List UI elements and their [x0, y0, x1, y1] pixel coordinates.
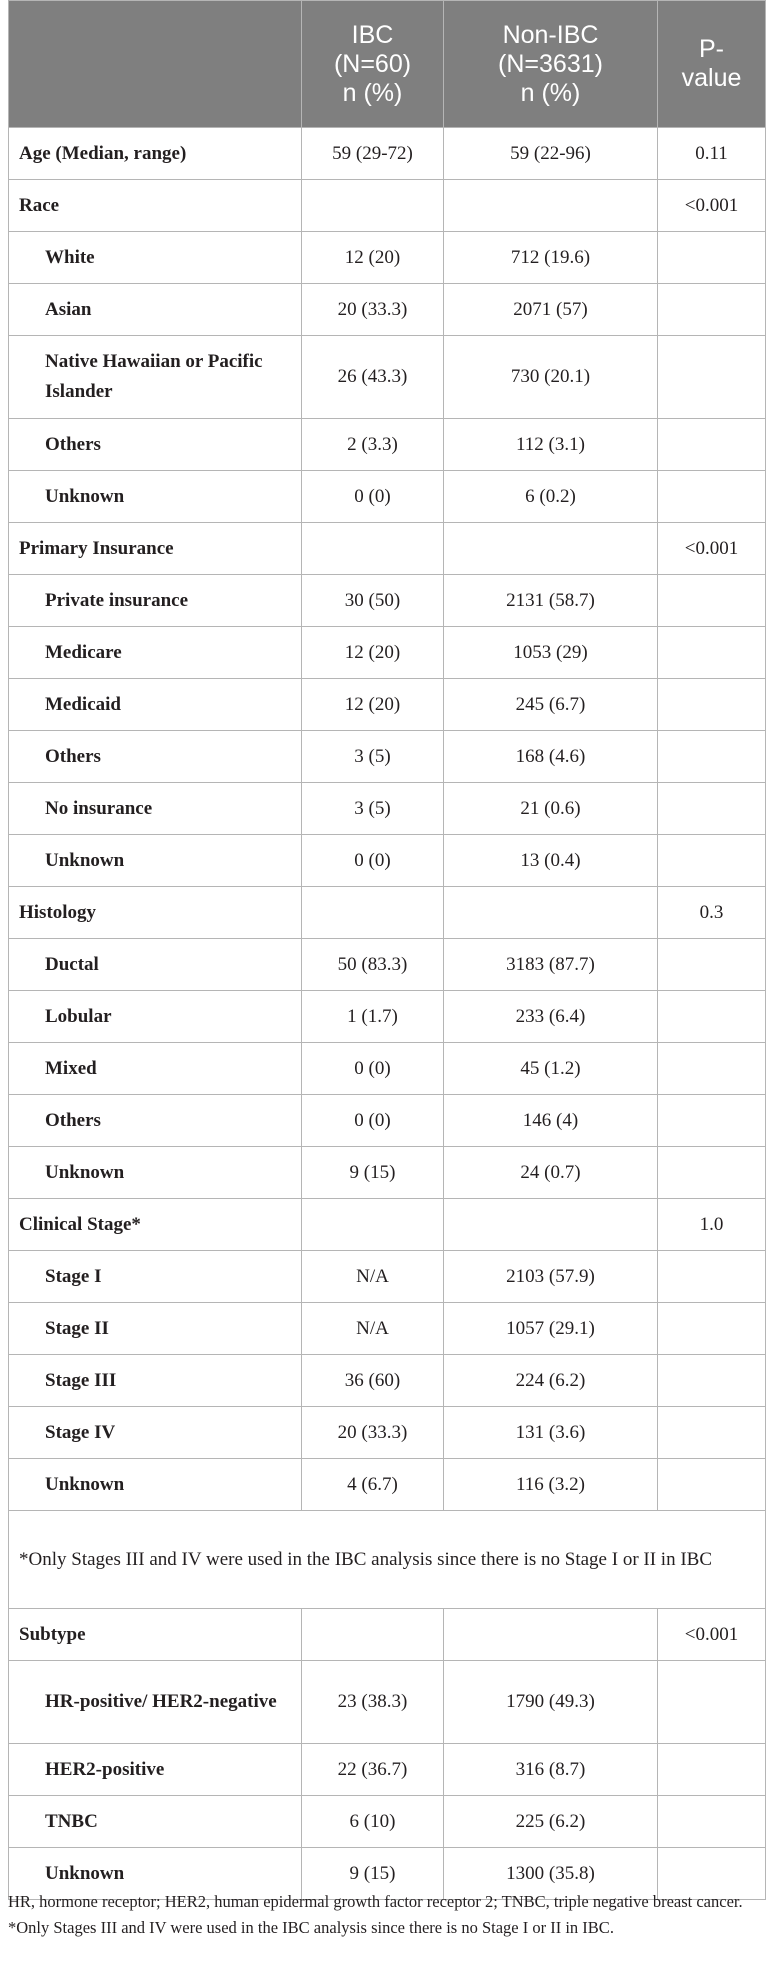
ibc-value-cell: 9 (15): [302, 1147, 444, 1199]
table-row: [9, 835, 766, 887]
header-row: [9, 1, 766, 128]
row-label-cell: Unknown: [9, 1147, 302, 1199]
ibc-value-cell: 4 (6.7): [302, 1459, 444, 1511]
p-value-cell: [658, 575, 766, 627]
characteristics-table-container: [8, 0, 765, 1900]
row-label-cell: Subtype: [9, 1609, 302, 1661]
ibc-value-cell: 0 (0): [302, 835, 444, 887]
table-row: [9, 991, 766, 1043]
non-ibc-value-cell: 2071 (57): [444, 284, 658, 336]
table-row: [9, 471, 766, 523]
row-label-cell: Native Hawaiian or Pacific Islander: [9, 336, 302, 419]
p-value-cell: 0.11: [658, 128, 766, 180]
header-ibc: [302, 1, 444, 128]
row-label-cell: Others: [9, 1095, 302, 1147]
non-ibc-value-cell: 1053 (29): [444, 627, 658, 679]
p-value-cell: [658, 336, 766, 419]
non-ibc-value-cell: 2103 (57.9): [444, 1251, 658, 1303]
non-ibc-value-cell: 116 (3.2): [444, 1459, 658, 1511]
p-value-cell: [658, 1095, 766, 1147]
table-row: [9, 679, 766, 731]
table-row: [9, 939, 766, 991]
header-ibc-line-2: (N=60): [333, 49, 412, 78]
ibc-value-cell: 20 (33.3): [302, 1407, 444, 1459]
ibc-value-cell: 23 (38.3): [302, 1661, 444, 1744]
table-row: [9, 128, 766, 180]
non-ibc-value-cell: 233 (6.4): [444, 991, 658, 1043]
table-row: [9, 627, 766, 679]
p-value-cell: [658, 783, 766, 835]
ibc-value-cell: 6 (10): [302, 1796, 444, 1848]
p-value-cell: [658, 419, 766, 471]
header-p-value-line-1: P-: [699, 35, 724, 63]
row-label-cell: TNBC: [9, 1796, 302, 1848]
header-non-ibc-line-1: Non-IBC: [502, 20, 599, 49]
row-label-cell: Lobular: [9, 991, 302, 1043]
header-characteristic: [9, 1, 302, 128]
table-row: [9, 1744, 766, 1796]
ibc-value-cell: 12 (20): [302, 232, 444, 284]
row-label-cell: Histology: [9, 887, 302, 939]
table-row: [9, 336, 766, 419]
row-label-cell: Stage I: [9, 1251, 302, 1303]
non-ibc-value-cell: [444, 523, 658, 575]
table-row: [9, 523, 766, 575]
row-label-cell: Age (Median, range): [9, 128, 302, 180]
row-label-cell: White: [9, 232, 302, 284]
non-ibc-value-cell: 224 (6.2): [444, 1355, 658, 1407]
table-row: [9, 419, 766, 471]
ibc-value-cell: 22 (36.7): [302, 1744, 444, 1796]
p-value-cell: [658, 1303, 766, 1355]
table-footnotes: [8, 1889, 765, 1941]
p-value-cell: [658, 991, 766, 1043]
p-value-cell: <0.001: [658, 523, 766, 575]
row-label-cell: Ductal: [9, 939, 302, 991]
non-ibc-value-cell: [444, 1609, 658, 1661]
table-body: [9, 128, 766, 1900]
non-ibc-value-cell: 3183 (87.7): [444, 939, 658, 991]
ibc-value-cell: N/A: [302, 1303, 444, 1355]
row-label-cell: Unknown: [9, 1459, 302, 1511]
row-label-cell: Primary Insurance: [9, 523, 302, 575]
ibc-value-cell: 50 (83.3): [302, 939, 444, 991]
p-value-cell: [658, 679, 766, 731]
ibc-value-cell: [302, 1199, 444, 1251]
non-ibc-value-cell: 59 (22-96): [444, 128, 658, 180]
ibc-value-cell: [302, 180, 444, 232]
p-value-cell: <0.001: [658, 180, 766, 232]
p-value-cell: [658, 1459, 766, 1511]
table-row: [9, 887, 766, 939]
p-value-cell: [658, 939, 766, 991]
ibc-value-cell: 30 (50): [302, 575, 444, 627]
non-ibc-value-cell: 6 (0.2): [444, 471, 658, 523]
ibc-value-cell: 12 (20): [302, 679, 444, 731]
table-row: [9, 232, 766, 284]
table-row: [9, 783, 766, 835]
row-label-cell: Unknown: [9, 835, 302, 887]
p-value-cell: [658, 232, 766, 284]
ibc-value-cell: N/A: [302, 1251, 444, 1303]
ibc-value-cell: [302, 523, 444, 575]
footnote-stage-note: *Only Stages III and IV were used in the IBC analysis since there is no Stage I or II in IBC.: [8, 1918, 614, 1937]
table-row: [9, 284, 766, 336]
p-value-cell: [658, 1147, 766, 1199]
ibc-value-cell: 20 (33.3): [302, 284, 444, 336]
row-label-cell: Stage III: [9, 1355, 302, 1407]
non-ibc-value-cell: 1057 (29.1): [444, 1303, 658, 1355]
row-label-cell: Mixed: [9, 1043, 302, 1095]
ibc-value-cell: 2 (3.3): [302, 419, 444, 471]
non-ibc-value-cell: 712 (19.6): [444, 232, 658, 284]
table-row: [9, 1407, 766, 1459]
row-label-cell: Medicaid: [9, 679, 302, 731]
p-value-cell: [658, 471, 766, 523]
non-ibc-value-cell: 21 (0.6): [444, 783, 658, 835]
non-ibc-value-cell: 24 (0.7): [444, 1147, 658, 1199]
footnote-abbreviations: HR, hormone receptor; HER2, human epidermal growth factor receptor 2; TNBC, triple negative breast cancer.: [8, 1892, 743, 1911]
header-non-ibc-line-2: (N=3631): [498, 49, 603, 78]
p-value-cell: [658, 731, 766, 783]
non-ibc-value-cell: 45 (1.2): [444, 1043, 658, 1095]
table-row: [9, 1095, 766, 1147]
table-note-row: [9, 1511, 766, 1609]
header-non-ibc: [444, 1, 658, 128]
non-ibc-value-cell: 225 (6.2): [444, 1796, 658, 1848]
header-ibc-line-3: n (%): [342, 78, 403, 107]
row-label-cell: HER2-positive: [9, 1744, 302, 1796]
p-value-cell: [658, 1251, 766, 1303]
ibc-value-cell: 1 (1.7): [302, 991, 444, 1043]
p-value-cell: <0.001: [658, 1609, 766, 1661]
non-ibc-value-cell: [444, 887, 658, 939]
row-label-cell: Others: [9, 731, 302, 783]
table-row: [9, 180, 766, 232]
table-note-cell: *Only Stages III and IV were used in the IBC analysis since there is no Stage I or II in IBC: [9, 1511, 766, 1609]
row-label-cell: Private insurance: [9, 575, 302, 627]
table-row: [9, 1355, 766, 1407]
row-label-cell: Asian: [9, 284, 302, 336]
p-value-cell: [658, 1407, 766, 1459]
table-header: [9, 1, 766, 128]
p-value-cell: [658, 835, 766, 887]
table-row: [9, 1251, 766, 1303]
ibc-value-cell: 59 (29-72): [302, 128, 444, 180]
non-ibc-value-cell: 245 (6.7): [444, 679, 658, 731]
non-ibc-value-cell: 131 (3.6): [444, 1407, 658, 1459]
non-ibc-value-cell: [444, 1199, 658, 1251]
non-ibc-value-cell: 112 (3.1): [444, 419, 658, 471]
table-row: [9, 1661, 766, 1744]
row-label-cell: Stage II: [9, 1303, 302, 1355]
row-label-cell: Medicare: [9, 627, 302, 679]
row-label-cell: Stage IV: [9, 1407, 302, 1459]
non-ibc-value-cell: 1300 (35.8): [444, 1848, 658, 1900]
p-value-cell: [658, 284, 766, 336]
patient-characteristics-table: [8, 0, 766, 1900]
non-ibc-value-cell: 13 (0.4): [444, 835, 658, 887]
row-label-cell: Race: [9, 180, 302, 232]
ibc-value-cell: 0 (0): [302, 1043, 444, 1095]
row-label-cell: Unknown: [9, 471, 302, 523]
table-row: [9, 1043, 766, 1095]
non-ibc-value-cell: 730 (20.1): [444, 336, 658, 419]
row-label-cell: HR-positive/ HER2-negative: [9, 1661, 302, 1744]
p-value-cell: [658, 1661, 766, 1744]
ibc-value-cell: 3 (5): [302, 783, 444, 835]
table-row: [9, 1303, 766, 1355]
non-ibc-value-cell: [444, 180, 658, 232]
header-ibc-line-1: IBC: [351, 20, 394, 49]
non-ibc-value-cell: 2131 (58.7): [444, 575, 658, 627]
p-value-cell: [658, 1744, 766, 1796]
non-ibc-value-cell: 168 (4.6): [444, 731, 658, 783]
ibc-value-cell: 12 (20): [302, 627, 444, 679]
row-label-cell: Others: [9, 419, 302, 471]
header-p-value: [658, 1, 766, 128]
row-label-cell: Clinical Stage*: [9, 1199, 302, 1251]
header-non-ibc-line-3: n (%): [520, 78, 581, 107]
non-ibc-value-cell: 146 (4): [444, 1095, 658, 1147]
ibc-value-cell: 0 (0): [302, 1095, 444, 1147]
p-value-cell: 0.3: [658, 887, 766, 939]
table-row: [9, 1147, 766, 1199]
non-ibc-value-cell: 316 (8.7): [444, 1744, 658, 1796]
p-value-cell: [658, 1043, 766, 1095]
header-p-value-line-2: value: [681, 64, 742, 92]
table-row: [9, 1459, 766, 1511]
table-row: [9, 731, 766, 783]
row-label-cell: No insurance: [9, 783, 302, 835]
p-value-cell: [658, 1355, 766, 1407]
table-row: [9, 575, 766, 627]
table-row: [9, 1609, 766, 1661]
ibc-value-cell: [302, 887, 444, 939]
ibc-value-cell: [302, 1609, 444, 1661]
p-value-cell: 1.0: [658, 1199, 766, 1251]
ibc-value-cell: 3 (5): [302, 731, 444, 783]
p-value-cell: [658, 1796, 766, 1848]
table-row: [9, 1796, 766, 1848]
non-ibc-value-cell: 1790 (49.3): [444, 1661, 658, 1744]
table-row: [9, 1199, 766, 1251]
p-value-cell: [658, 627, 766, 679]
ibc-value-cell: 36 (60): [302, 1355, 444, 1407]
ibc-value-cell: 26 (43.3): [302, 336, 444, 419]
ibc-value-cell: 0 (0): [302, 471, 444, 523]
row-label-cell: Unknown: [9, 1848, 302, 1900]
ibc-value-cell: 9 (15): [302, 1848, 444, 1900]
